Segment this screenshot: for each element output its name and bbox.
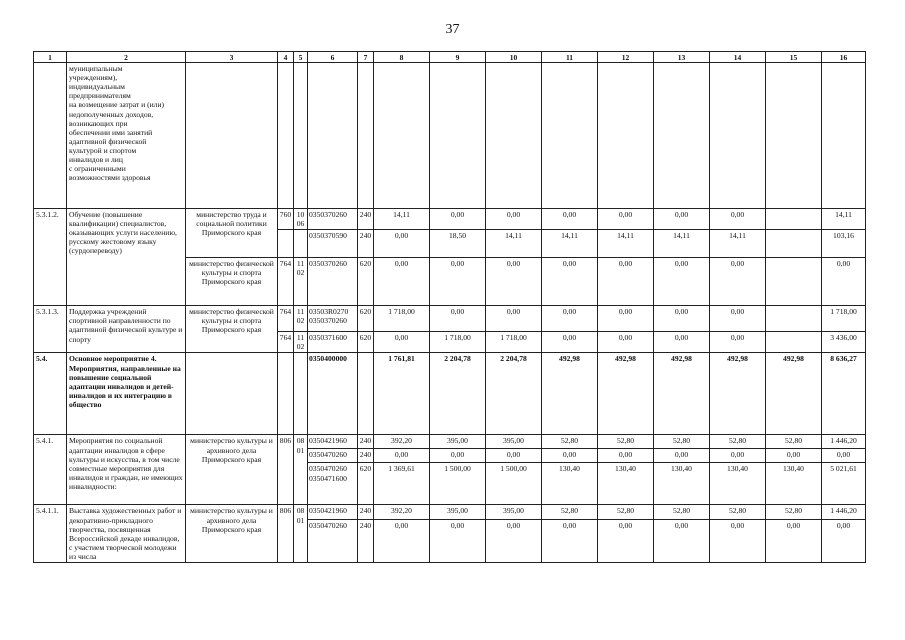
executor: министерство культуры и архивного дела Приморского края [186, 435, 278, 505]
activity-name: Основное мероприятие 4. Мероприятия, направленные на повышение социальной адаптации инвалидов и детей-инвалидов и их интеграцию в общество [67, 353, 186, 435]
row-number: 5.4.1. [34, 435, 67, 505]
row-number: 5.3.1.3. [34, 306, 67, 353]
executor: министерство культуры и архивного дела Приморского края [186, 505, 278, 563]
col-header: 1 [34, 52, 67, 63]
col-header: 3 [186, 52, 278, 63]
activity-name: Выставка художественных работ и декоративно-прикладного творчества, посвященная Всероссийской декаде инвалидов, с участием творческой молодежи из числа [67, 505, 186, 563]
table-row: 5.4. Основное мероприятие 4. Мероприятия, направленные на повышение социальной адаптации инвалидов и детей-инвалидов и их интеграцию в общество 0350400000 1 761,81 2 204,78 2 204,78 492,98 492,98 492,98 492,98 492,98 8 636,27 [34, 353, 866, 435]
col-header: 10 [486, 52, 542, 63]
table-row: 764 1102 0350371600 620 0,00 1 718,00 1 718,00 0,00 0,00 0,00 0,00 3 436,00 [34, 332, 866, 353]
col-header: 8 [374, 52, 430, 63]
table-row: министерство физической культуры и спорта Приморского края 764 1102 0350370260 620 0,00 0,00 0,00 0,00 0,00 0,00 0,00 0,00 [34, 258, 866, 306]
row-number: 5.3.1.2. [34, 209, 67, 306]
activity-name: муниципальным учреждениям), индивидуальным предпринимателям на возмещение затрат и (или) недополученных доходов, возникающих при обеспечении ими занятий адаптивной физической культурой и спортом инвалидов и лиц с ограниченными возможностями здоровья [67, 63, 186, 209]
col-header: 16 [822, 52, 866, 63]
table-row: 0350470260 240 0,00 0,00 0,00 0,00 0,00 0,00 0,00 0,00 0,00 [34, 449, 866, 463]
col-header: 2 [67, 52, 186, 63]
col-header: 7 [358, 52, 374, 63]
activity-name: Поддержка учреждений спортивной направленности по адаптивной физической культуре и спорту [67, 306, 186, 353]
col-header: 5 [294, 52, 308, 63]
activity-name: Мероприятия по социальной адаптации инвалидов в сфере культуры и искусства, в том числе совместные мероприятия для инвалидов и граждан, не имеющих инвалидности: [67, 435, 186, 505]
header-row [34, 52, 866, 63]
col-header: 11 [542, 52, 598, 63]
activity-name: Обучение (повышение квалификации) специалистов, оказывающих услуги населению, русскому жестовому языку (сурдопереводу) [67, 209, 186, 306]
table-row: 0350470260 0350471600 620 1 369,61 1 500,00 1 500,00 130,40 130,40 130,40 130,40 130,40 5 021,61 [34, 463, 866, 505]
executor: министерство физической культуры и спорта Приморского края [186, 258, 278, 306]
table-row: 0350370590 240 0,00 18,50 14,11 14,11 14,11 14,11 14,11 103,16 [34, 230, 866, 258]
page-number: 37 [445, 22, 460, 37]
col-header: 14 [710, 52, 766, 63]
row-number: 5.4. [34, 353, 67, 435]
table-row: 5.4.1. Мероприятия по социальной адаптации инвалидов в сфере культуры и искусства, в том числе совместные мероприятия для инвалидов и граждан, не имеющих инвалидности: министерство культуры и архивного дела Приморского края 806 0801 0350421960 240 392,20 395,00 395,00 52,80 52,80 52,80 52,80 52,80 1 446,20 [34, 435, 866, 449]
table-row: 0350470260 240 0,00 0,00 0,00 0,00 0,00 0,00 0,00 0,00 0,00 [34, 520, 866, 563]
col-header: 13 [654, 52, 710, 63]
executor: министерство физической культуры и спорта Приморского края [186, 306, 278, 353]
table-row [34, 63, 866, 209]
row-number: 5.4.1.1. [34, 505, 67, 563]
col-header: 12 [598, 52, 654, 63]
table-row: 5.3.1.3. Поддержка учреждений спортивной направленности по адаптивной физической культуре и спорту министерство физической культуры и спорта Приморского края 764 1102 03503R0270 0350370260 620 1 718,00 0,00 0,00 0,00 0,00 0,00 0,00 1 718,00 [34, 306, 866, 332]
col-header: 15 [766, 52, 822, 63]
budget-table [33, 51, 866, 563]
col-header: 6 [308, 52, 358, 63]
col-header: 4 [278, 52, 294, 63]
table-row: 5.3.1.2. Обучение (повышение квалификации) специалистов, оказывающих услуги населению, русскому жестовому языку (сурдопереводу) министерство труда и социальной политики Приморского края 760 1006 0350370260 240 14,11 0,00 0,00 0,00 0,00 0,00 0,00 14,11 [34, 209, 866, 230]
table-row: 5.4.1.1. Выставка художественных работ и декоративно-прикладного творчества, посвященная Всероссийской декаде инвалидов, с участием творческой молодежи из числа министерство культуры и архивного дела Приморского края 806 0801 0350421960 240 392,20 395,00 395,00 52,80 52,80 52,80 52,80 52,80 1 446,20 [34, 505, 866, 520]
executor: министерство труда и социальной политики Приморского края [186, 209, 278, 258]
col-header: 9 [430, 52, 486, 63]
